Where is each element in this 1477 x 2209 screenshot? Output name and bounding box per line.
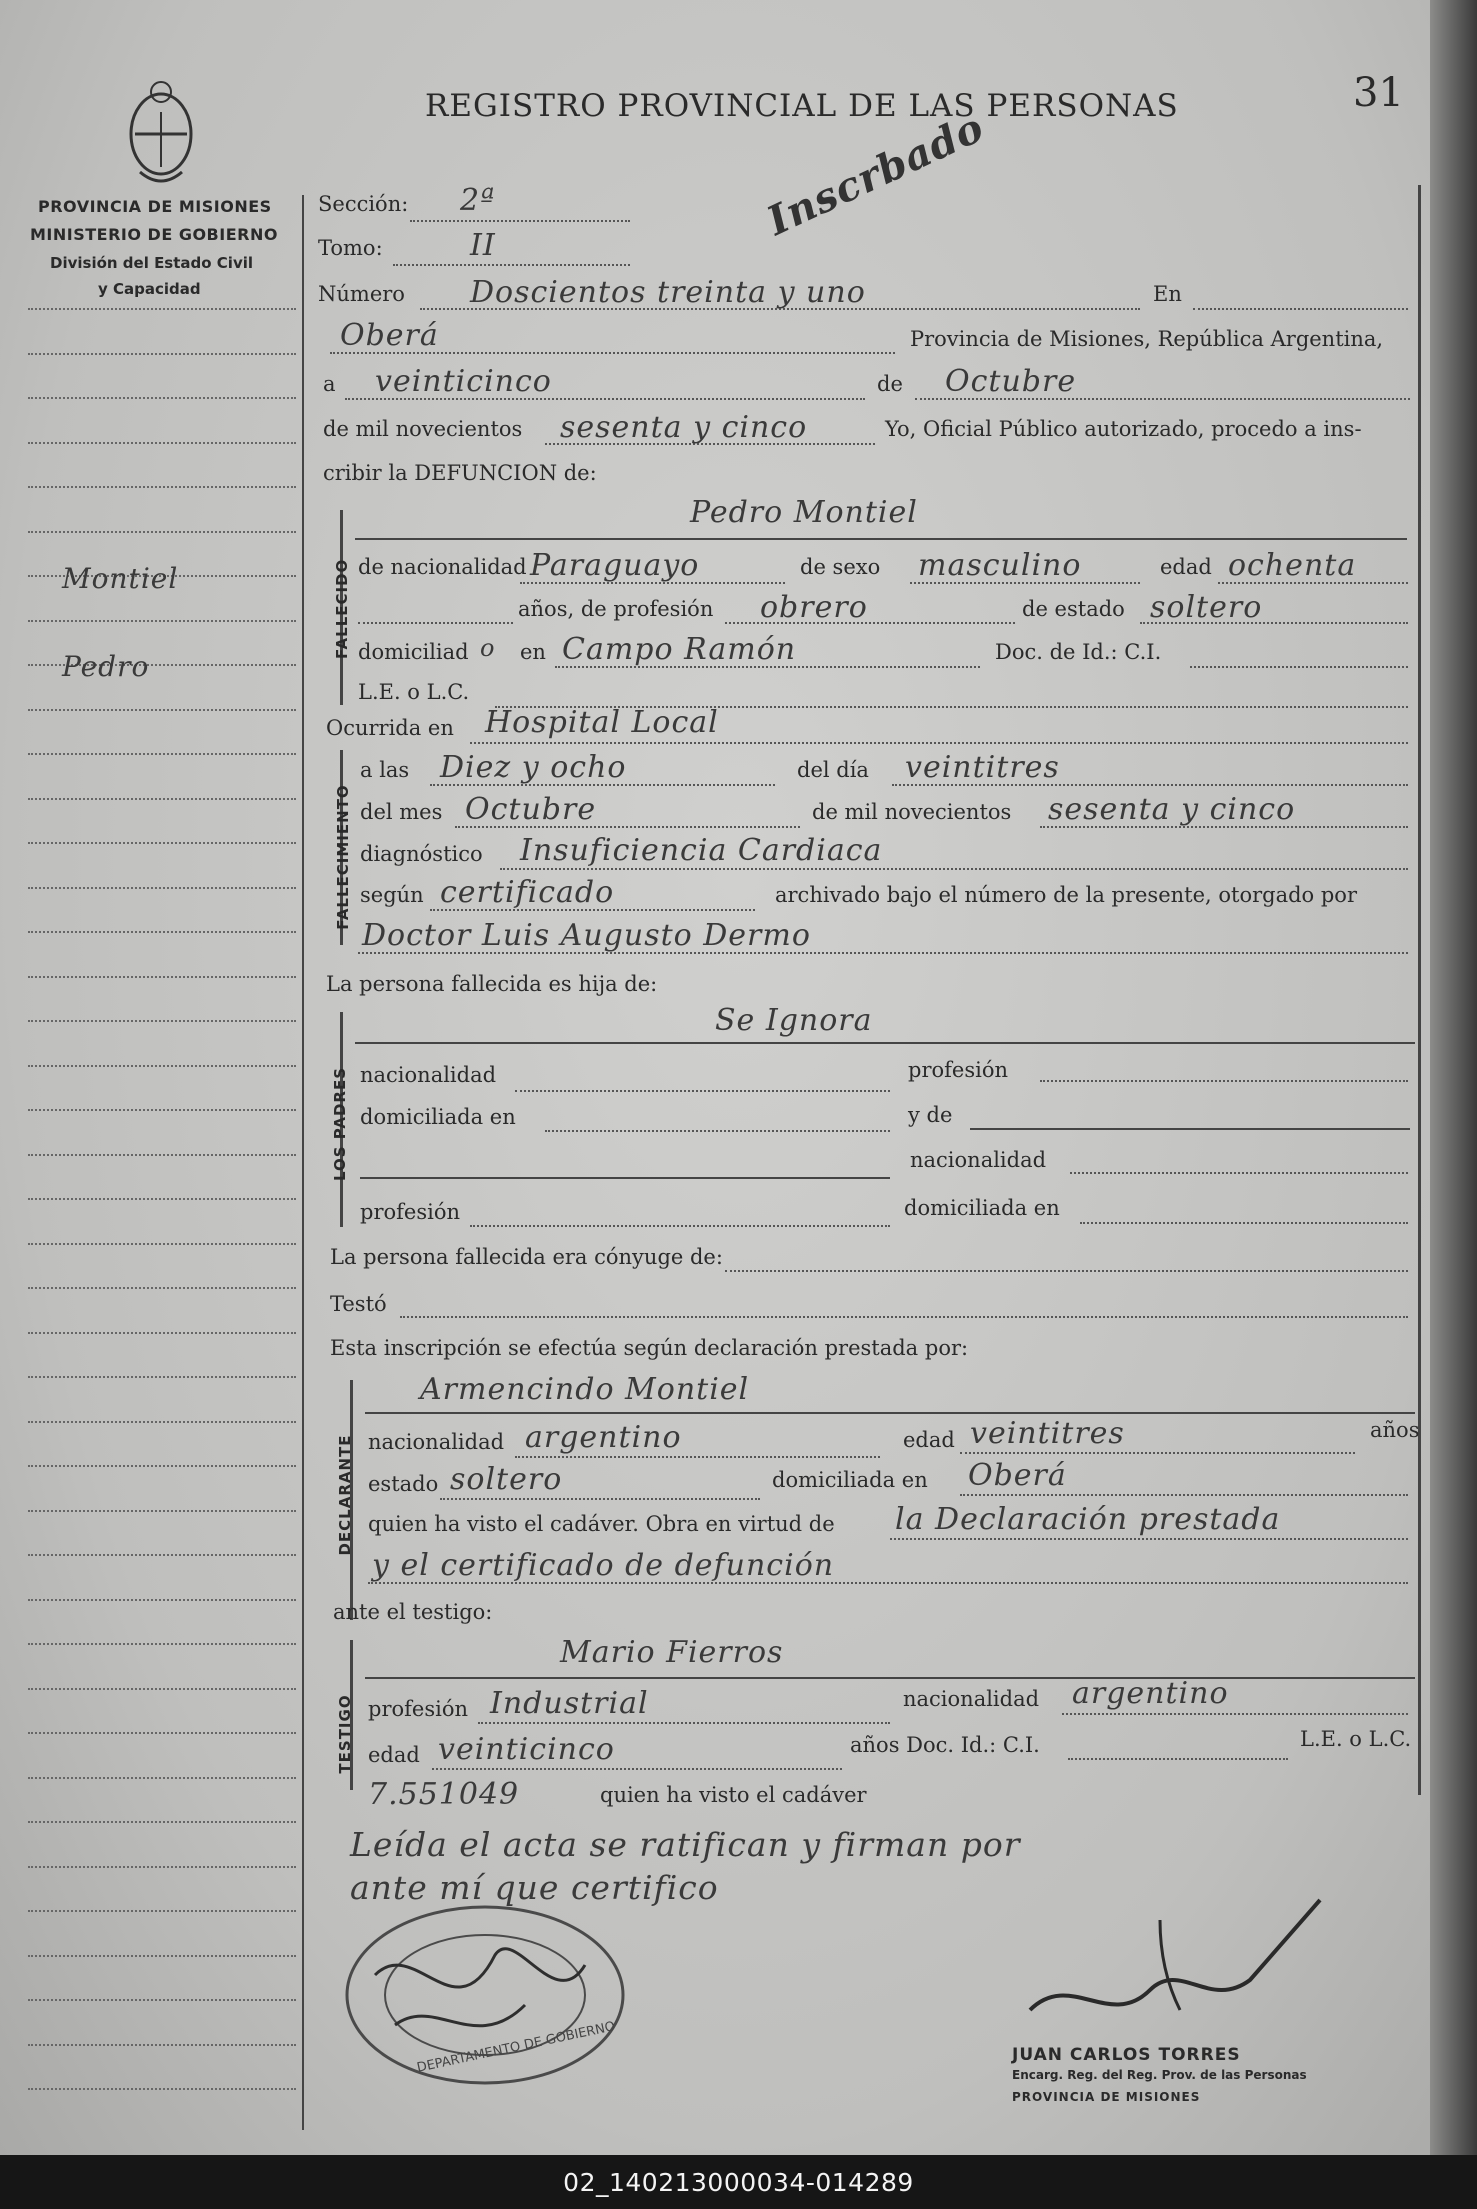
label-padre-nacionalidad: nacionalidad	[360, 1063, 497, 1087]
line-tomo	[393, 264, 630, 266]
value-diagnostico: Insuficiencia Cardiaca	[520, 833, 883, 868]
line-decl-domicilio	[960, 1494, 1408, 1496]
line-madre-domicilio	[1080, 1222, 1408, 1224]
label-ante-testigo: ante el testigo:	[333, 1600, 493, 1624]
margin-rule	[28, 2088, 296, 2090]
label-hija-de: La persona fallecida es hija de:	[326, 972, 658, 996]
signature-province: PROVINCIA DE MISIONES	[1012, 2090, 1201, 2104]
label-madre-nacionalidad: nacionalidad	[910, 1148, 1047, 1172]
value-test-edad: veinticinco	[438, 1732, 615, 1767]
signature-name: JUAN CARLOS TORRES	[1012, 2045, 1241, 2065]
label-decl-nacionalidad: nacionalidad	[368, 1430, 505, 1454]
file-id-bar	[0, 2155, 1477, 2209]
value-dia: veinticinco	[375, 364, 552, 399]
margin-rule	[28, 397, 296, 399]
label-seccion: Sección:	[318, 192, 409, 216]
line-decl-edad	[960, 1452, 1355, 1454]
line-anos-pre	[358, 622, 513, 624]
label-madre-profesion: profesión	[360, 1200, 460, 1224]
page-number: 31	[1353, 70, 1404, 116]
label-provincia: Provincia de Misiones, República Argentina,	[910, 327, 1384, 351]
margin-rule	[28, 842, 296, 844]
tag-fallecimiento: FALLECIMIENTO	[334, 784, 352, 930]
margin-rule	[28, 709, 296, 711]
label-en: En	[1153, 282, 1182, 306]
province-name: PROVINCIA DE MISIONES	[38, 197, 272, 216]
value-nacionalidad: Paraguayo	[530, 548, 700, 583]
line-testigo	[365, 1677, 1415, 1679]
label-ocurrida: Ocurrida en	[326, 716, 454, 740]
inscribed-stamp: Inscrbado	[760, 103, 992, 245]
line-conyuge	[725, 1270, 1408, 1272]
left-margin-divider	[302, 195, 304, 2130]
margin-rule	[28, 1821, 296, 1823]
margin-rule	[28, 1688, 296, 1690]
margin-rule	[28, 1198, 296, 1200]
label-de-mil: de mil novecientos	[323, 417, 523, 441]
label-test-nacionalidad: nacionalidad	[903, 1687, 1040, 1711]
margin-rule	[28, 1643, 296, 1645]
label-decl-estado: estado	[368, 1472, 439, 1496]
margin-rule	[28, 486, 296, 488]
margin-rule	[28, 620, 296, 622]
line-padre-domicilio	[545, 1130, 890, 1132]
label-cribir: cribir la DEFUNCION de:	[323, 461, 597, 485]
line-madre-nacionalidad	[1070, 1172, 1408, 1174]
tag-declarante: DECLARANTE	[336, 1434, 354, 1556]
margin-rule	[28, 308, 296, 310]
value-decl-estado: soltero	[450, 1462, 563, 1497]
label-numero: Número	[318, 282, 405, 306]
coat-of-arms-icon	[120, 72, 202, 192]
margin-rule	[28, 1777, 296, 1779]
label-decl-domicilio: domiciliada en	[772, 1468, 928, 1492]
line-padre-profesion	[1040, 1080, 1408, 1082]
line-doc-id	[1190, 666, 1408, 668]
line-testo	[400, 1316, 1408, 1318]
label-estado: de estado	[1022, 597, 1125, 621]
official-seal	[335, 1895, 635, 2095]
margin-rule	[28, 1732, 296, 1734]
margin-rule	[28, 1510, 296, 1512]
margin-rule	[28, 1376, 296, 1378]
label-y-de: y de	[908, 1103, 953, 1127]
value-test-nacionalidad: argentino	[1072, 1676, 1229, 1711]
line-test-nacionalidad	[1062, 1713, 1408, 1715]
tag-padres: LOS PADRES	[331, 1066, 349, 1182]
label-del-mes: del mes	[360, 800, 443, 824]
margin-rule	[28, 1154, 296, 1156]
label-quien-visto: quien ha visto el cadáver. Obra en virtud de	[368, 1512, 835, 1536]
closing-line-2: ante mí que certifico	[350, 1868, 719, 1907]
margin-rule	[28, 976, 296, 978]
margin-rule	[28, 531, 296, 533]
line-en	[1193, 308, 1408, 310]
value-nombre: Pedro Montiel	[690, 495, 918, 530]
page-title: REGISTRO PROVINCIAL DE LAS PERSONAS	[425, 88, 1179, 124]
label-de-mil-fall: de mil novecientos	[812, 800, 1012, 824]
margin-rule	[28, 442, 296, 444]
margin-rule	[28, 353, 296, 355]
margin-rule	[28, 1287, 296, 1289]
label-a: a	[323, 372, 336, 396]
value-obra-2: y el certificado de defunción	[372, 1548, 835, 1583]
margin-rule	[28, 2044, 296, 2046]
margin-rule	[28, 1109, 296, 1111]
division-line-1: División del Estado Civil	[50, 254, 254, 272]
seal-text: DEPARTAMENTO DE GOBIERNO	[415, 2019, 617, 2076]
line-diagnostico	[500, 868, 1408, 870]
label-segun: según	[360, 883, 424, 907]
closing-line-1: Leída el acta se ratifican y firman por	[350, 1825, 1021, 1864]
value-profesion: obrero	[760, 590, 868, 625]
line-nombre	[355, 538, 1407, 540]
label-test-profesion: profesión	[368, 1697, 468, 1721]
tag-fallecido: FALLECIDO	[333, 558, 351, 659]
signature-title: Encarg. Reg. del Reg. Prov. de las Personas	[1012, 2068, 1307, 2082]
label-madre-domicilio: domiciliada en	[904, 1196, 1060, 1220]
value-test-doc: 7.551049	[368, 1777, 520, 1812]
value-declarante: Armencindo Montiel	[420, 1372, 750, 1407]
value-testigo: Mario Fierros	[560, 1635, 784, 1670]
value-ano-fall: sesenta y cinco	[1048, 792, 1296, 827]
label-padre-profesion: profesión	[908, 1058, 1008, 1082]
label-yo: Yo, Oficial Público autorizado, procedo a ins-	[885, 417, 1362, 441]
value-obra-1: la Declaración prestada	[895, 1502, 1281, 1537]
line-declarante	[365, 1412, 1415, 1414]
label-sexo: de sexo	[800, 555, 881, 579]
line-test-edad	[432, 1768, 842, 1770]
margin-rule	[28, 1554, 296, 1556]
margin-rule	[28, 1065, 296, 1067]
margin-rule	[28, 798, 296, 800]
margin-rule	[28, 887, 296, 889]
value-padres: Se Ignora	[715, 1003, 873, 1038]
label-test-le-lc: L.E. o L.C.	[1300, 1727, 1412, 1751]
label-testo: Testó	[330, 1292, 387, 1316]
value-segun: certificado	[440, 875, 615, 910]
line-padre-nacionalidad	[515, 1090, 890, 1092]
value-ano: sesenta y cinco	[560, 410, 808, 445]
label-quien-visto-2: quien ha visto el cadáver	[600, 1783, 867, 1807]
label-declaracion: Esta inscripción se efectúa según declaración prestada por:	[330, 1336, 969, 1360]
margin-rule	[28, 1243, 296, 1245]
label-del-dia: del día	[797, 758, 869, 782]
value-hora: Diez y ocho	[440, 750, 627, 785]
line-obra-1	[890, 1538, 1408, 1540]
label-de: de	[877, 372, 903, 396]
line-test-profesion	[478, 1722, 890, 1724]
label-tomo: Tomo:	[318, 236, 383, 260]
value-seccion: 2ª	[460, 183, 496, 218]
label-archivado: archivado bajo el número de la presente, otorgado por	[775, 883, 1357, 907]
line-ocurrida	[470, 742, 1408, 744]
label-decl-anos: años	[1370, 1418, 1420, 1442]
margin-rule	[28, 1955, 296, 1957]
label-domiciliado: domiciliad	[358, 640, 469, 664]
label-doc-id: Doc. de Id.: C.I.	[995, 640, 1162, 664]
value-domicilio: Campo Ramón	[562, 632, 797, 667]
value-ocurrida: Hospital Local	[485, 705, 719, 740]
value-tomo: II	[470, 228, 496, 263]
margin-rule	[28, 1999, 296, 2001]
value-domicilio-o: o	[480, 634, 496, 662]
margin-rule	[28, 1020, 296, 1022]
label-padre-domicilio: domiciliada en	[360, 1105, 516, 1129]
value-medico: Doctor Luis Augusto Dermo	[362, 918, 811, 953]
ministry-name: MINISTERIO DE GOBIERNO	[30, 225, 278, 244]
line-padres	[355, 1042, 1415, 1044]
label-conyuge: La persona fallecida era cónyuge de:	[330, 1245, 723, 1269]
margin-rule	[28, 1332, 296, 1334]
value-decl-edad: veintitres	[970, 1416, 1125, 1451]
label-edad: edad	[1160, 555, 1212, 579]
line-test-doc	[1068, 1758, 1288, 1760]
label-le-lc: L.E. o L.C.	[358, 680, 470, 704]
margin-rule	[28, 1599, 296, 1601]
division-line-2: y Capacidad	[98, 280, 201, 298]
right-frame	[1418, 185, 1421, 1795]
value-localidad: Oberá	[340, 318, 439, 353]
value-edad: ochenta	[1228, 548, 1357, 583]
value-numero: Doscientos treinta y uno	[470, 275, 866, 310]
margin-rule	[28, 1421, 296, 1423]
value-dia-fall: veintitres	[905, 750, 1060, 785]
value-decl-nacionalidad: argentino	[525, 1420, 682, 1455]
margin-rule	[28, 1910, 296, 1912]
margin-rule	[28, 1866, 296, 1868]
label-test-doc: años Doc. Id.: C.I.	[850, 1733, 1040, 1757]
label-nacionalidad: de nacionalidad	[358, 555, 527, 579]
file-id: 02_140213000034-014289	[563, 2167, 914, 2197]
registrar-signature	[1010, 1880, 1340, 2040]
tag-testigo: TESTIGO	[336, 1694, 354, 1774]
line-madre	[970, 1128, 1410, 1130]
margin-rule	[28, 753, 296, 755]
line-decl-nacionalidad	[515, 1456, 880, 1458]
value-estado: soltero	[1150, 590, 1263, 625]
value-sexo: masculino	[918, 548, 1082, 583]
line-decl-estado	[440, 1498, 760, 1500]
label-anos-profesion: años, de profesión	[518, 597, 714, 621]
label-a-las: a las	[360, 758, 410, 782]
value-mes-fall: Octubre	[465, 792, 597, 827]
margin-surname: Montiel	[62, 562, 179, 595]
margin-given-name: Pedro	[62, 650, 150, 683]
label-decl-edad: edad	[903, 1428, 955, 1452]
binding-edge	[1430, 0, 1477, 2155]
value-decl-domicilio: Oberá	[968, 1458, 1067, 1493]
label-test-edad: edad	[368, 1743, 420, 1767]
line-padre-extra	[360, 1177, 890, 1179]
margin-rule	[28, 1465, 296, 1467]
value-mes: Octubre	[945, 364, 1077, 399]
label-diagnostico: diagnóstico	[360, 842, 483, 866]
label-domicilio-en: en	[520, 640, 546, 664]
line-madre-profesion	[470, 1225, 890, 1227]
line-seccion	[410, 220, 630, 222]
margin-rule	[28, 931, 296, 933]
value-test-profesion: Industrial	[490, 1686, 649, 1721]
